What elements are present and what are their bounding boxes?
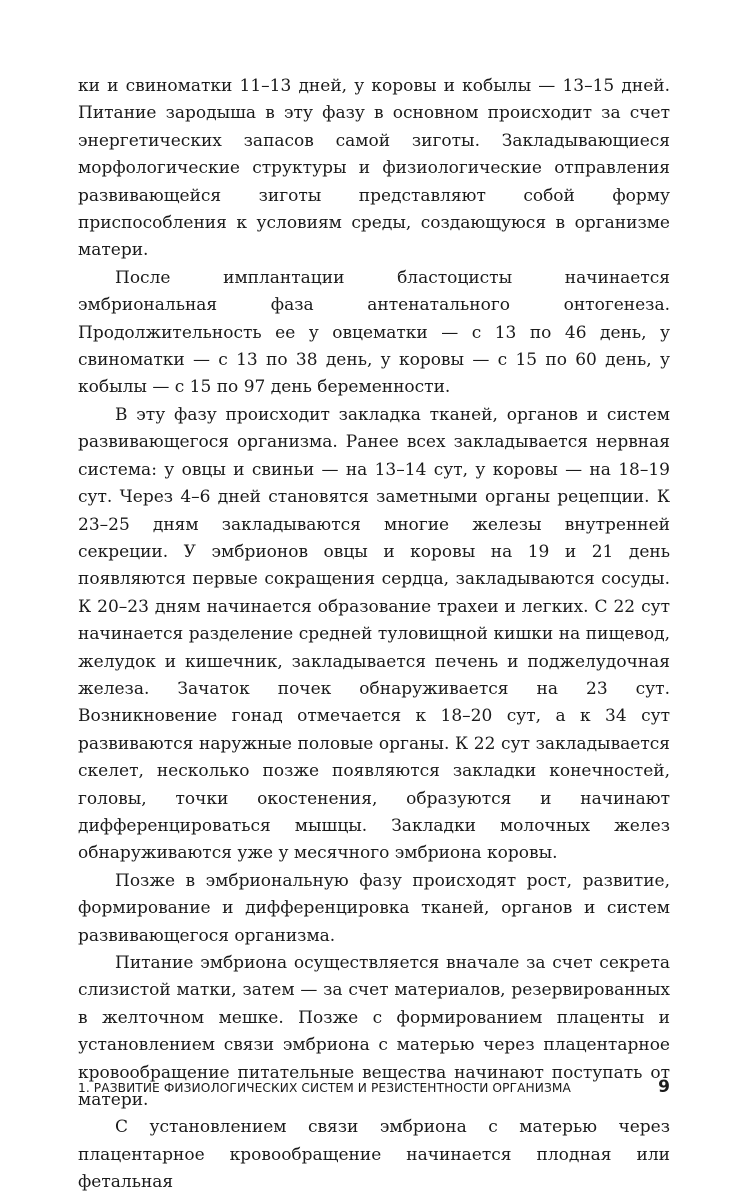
body-text — [78, 73, 670, 1197]
paragraph-differentiation: Позже в эмбриональную фазу происходят рост, развитие, формирование и дифференцировка тканей, органов и систем развивающегося организма. — [78, 870, 670, 946]
page-number: 9 — [658, 1077, 670, 1097]
paragraph-continuation: ки и свиноматки 11–13 дней, у коровы и кобылы — 13–15 дней. Питание зародыша в эту фазу в основном происходит за счет энергетических запасов самой зиготы. Закладывающиеся морфологические структуры и физиологические отправления развивающейся зиготы представляют собой форму приспособления к условиям среды, создающуюся в организме матери. — [78, 76, 670, 261]
paragraph-organogenesis: В эту фазу происходит закладка тканей, органов и систем развивающегося организма. Ранее всех закладывается нервная система: у овцы и свиньи — на 13–14 сут, у коровы — на 18–19 сут. Через 4–6 дней становятся заметными органы рецепции. К 23–25 дням закладываются многие железы внутренней секреции. У эмбрионов овцы и коровы на 19 и 21 день появляются первые сокращения сердца, закладываются сосуды. К 20–23 дням начинается образование трахеи и легких. С 22 сут начинается разделение средней туловищной кишки на пищевод, желудок и кишечник, закладывается печень и поджелудочная железа. Зачаток почек обнаруживается на 23 сут. Возникновение гонад отмечается к 18–20 сут, а к 34 сут развиваются наружные половые органы. К 22 сут закладывается скелет, несколько позже появляются закладки конечностей, головы, точки окостенения, образуются и начинают дифференцироваться мышцы. Закладки молочных желез обнаруживаются уже у месячного эмбриона коровы. — [78, 404, 670, 864]
paragraph-nutrition: Питание эмбриона осуществляется вначале за счет секрета слизистой матки, затем — за счет материалов, резервированных в желточном мешке. Позже с формированием плаценты и установлением связи эмбриона с матерью через плацентарное кровообращение питательные вещества начинают поступать от матери. — [78, 953, 670, 1111]
page-footer — [78, 1077, 670, 1101]
paragraph-embryonic-phase: После имплантации бластоцисты начинается эмбриональная фаза антенатального онтогенеза. Продолжительность ее у овцематки — с 13 по 46 день, у свиноматки — с 13 по 38 день, у коровы — с 15 по 60 день, у кобылы — с 15 по 97 день беременности. — [78, 267, 670, 398]
paragraph-fetal-phase: С установлением связи эмбриона с матерью через плацентарное кровообращение начинается плодная или фетальная — [78, 1117, 670, 1193]
running-head: 1. РАЗВИТИЕ ФИЗИОЛОГИЧЕСКИХ СИСТЕМ И РЕЗИСТЕНТНОСТИ ОРГАНИЗМА — [78, 1081, 571, 1095]
